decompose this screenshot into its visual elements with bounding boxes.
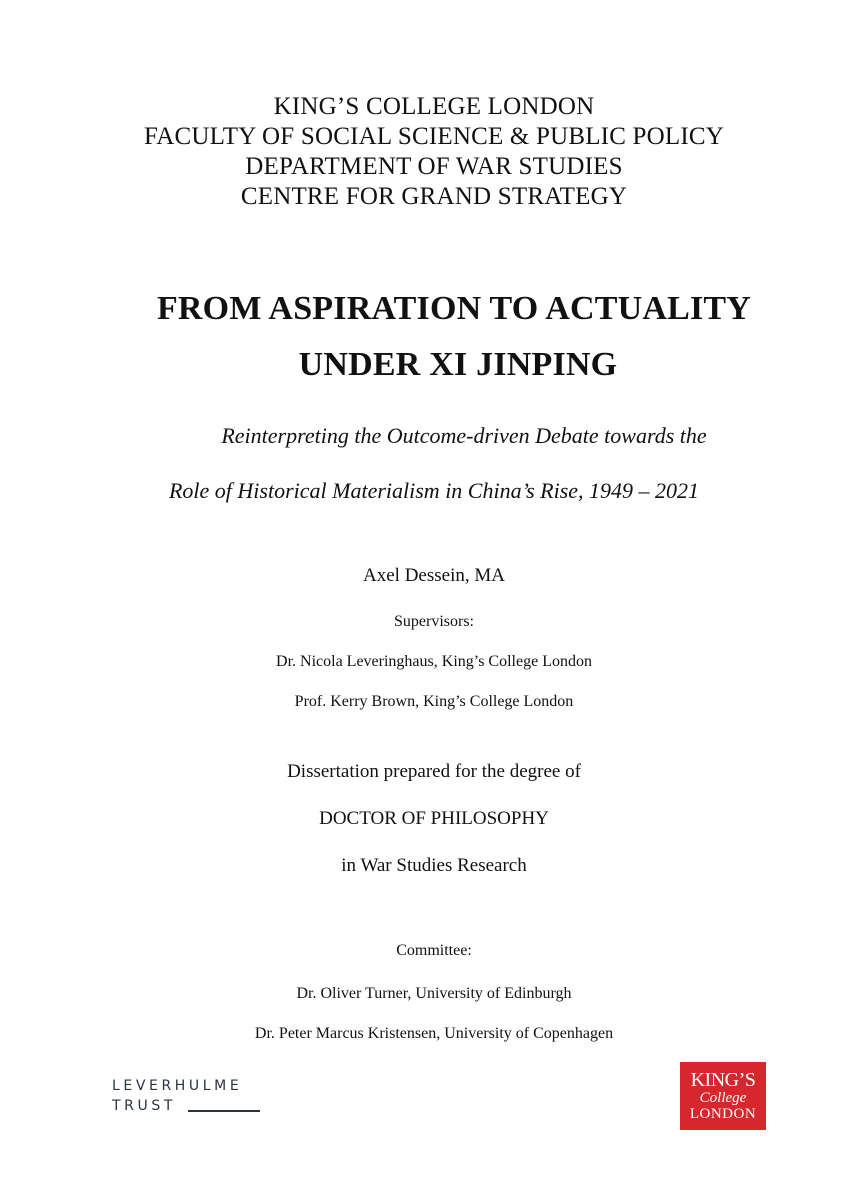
leverhulme-trust-logo	[112, 1078, 272, 1118]
kcl-logo-text-london: LONDON	[689, 1106, 757, 1122]
supervisor-name: Prof. Kerry Brown, King’s College London	[294, 693, 574, 710]
trust-logo-text: TRUST	[112, 1098, 176, 1114]
supervisor-name: Dr. Nicola Leveringhaus, King’s College London	[276, 653, 592, 670]
thesis-subtitle-line-1: Reinterpreting the Outcome-driven Debate towards the	[221, 423, 707, 448]
department-name: DEPARTMENT OF WAR STUDIES	[245, 153, 623, 180]
degree-statement: Dissertation prepared for the degree of	[287, 761, 581, 782]
kings-college-london-logo	[680, 1062, 766, 1130]
institution-name: KING’S COLLEGE LONDON	[273, 93, 595, 120]
author-name: Axel Dessein, MA	[363, 565, 505, 586]
faculty-name: FACULTY OF SOCIAL SCIENCE & PUBLIC POLICY	[143, 123, 725, 150]
thesis-subtitle-line-2: Role of Historical Materialism in China’s Rise, 1949 – 2021	[168, 478, 700, 503]
committee-member: Dr. Oliver Turner, University of Edinburgh	[296, 985, 572, 1002]
thesis-title-line-2: UNDER XI JINPING	[298, 346, 618, 383]
committee-heading: Committee:	[396, 942, 472, 959]
degree-field: in War Studies Research	[341, 855, 527, 876]
supervisors-heading: Supervisors:	[394, 613, 474, 630]
kcl-logo-text-kings: KING’S	[690, 1069, 756, 1091]
centre-name: CENTRE FOR GRAND STRATEGY	[240, 183, 628, 210]
thesis-title-line-1: FROM ASPIRATION TO ACTUALITY	[156, 290, 752, 327]
kcl-logo-text-college: College	[699, 1090, 747, 1106]
committee-member: Dr. Peter Marcus Kristensen, University of Copenhagen	[254, 1025, 614, 1042]
logo-rule	[188, 1110, 260, 1112]
leverhulme-logo-text: LEVERHULME	[112, 1078, 243, 1094]
degree-name: DOCTOR OF PHILOSOPHY	[319, 808, 549, 829]
